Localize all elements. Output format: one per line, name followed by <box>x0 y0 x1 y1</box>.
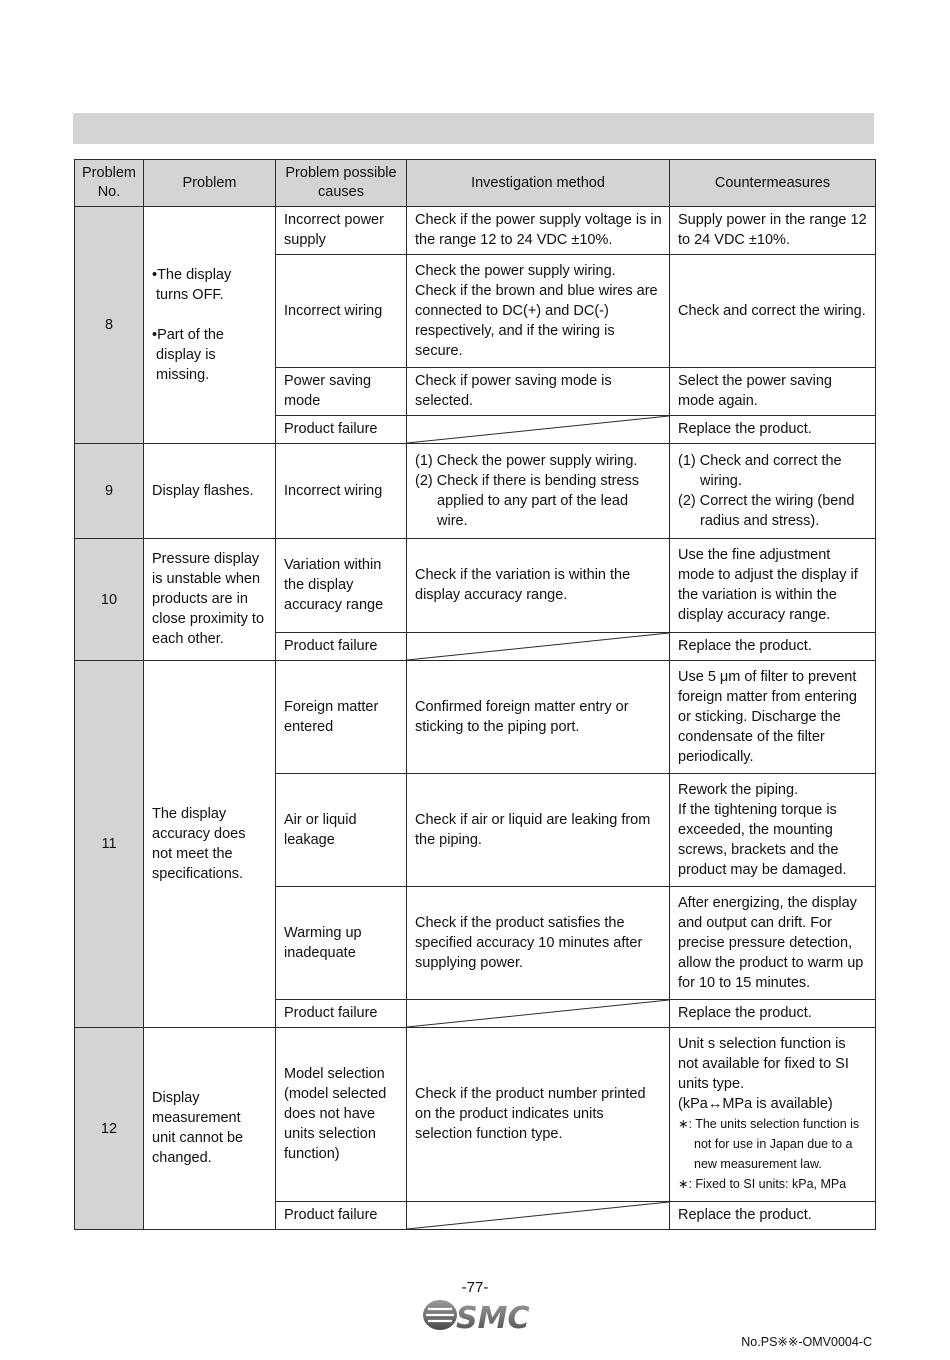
problem-line: display is <box>152 346 216 363</box>
countermeasure-line: Unit s selection function is not available for fixed to SI units type. <box>678 1036 849 1092</box>
table-row <box>75 207 876 255</box>
countermeasure-cell <box>670 444 876 539</box>
header-investigation: Investigation method <box>407 160 670 207</box>
smc-logo <box>420 1297 530 1333</box>
problem-line: •Part of the <box>152 326 224 343</box>
table-header-row <box>75 160 876 207</box>
countermeasure-cell: Supply power in the range 12 to 24 VDC ±10%. <box>670 207 876 255</box>
countermeasure-cell <box>670 774 876 887</box>
diagonal-slash <box>407 1000 669 1027</box>
problem-number: 10 <box>75 539 144 661</box>
problem-description: Display flashes. <box>144 444 276 539</box>
countermeasure-cell: Replace the product. <box>670 1000 876 1028</box>
countermeasure-cell: Use the fine adjustment mode to adjust the display if the variation is within the display accuracy range. <box>670 539 876 633</box>
header-causes: Problem possible causes <box>276 160 407 207</box>
page-number: -77- <box>461 1279 489 1296</box>
countermeasure-cell: After energizing, the display and output can drift. For precise pressure detection, allow the product to warm up for 10 to 15 minutes. <box>670 887 876 1000</box>
diagonal-slash <box>407 416 669 443</box>
note-line: ∗: The units selection function is not for use in Japan due to a new measurement law. <box>678 1117 860 1171</box>
problem-number: 8 <box>75 207 144 444</box>
countermeasure-line: Rework the piping. <box>678 781 799 798</box>
problem-line: turns OFF. <box>152 286 224 303</box>
problem-number: 9 <box>75 444 144 539</box>
document-number: No.PS※※-OMV0004-C <box>741 1335 872 1349</box>
cause-cell: Air or liquid leakage <box>276 774 407 887</box>
problem-number: 11 <box>75 661 144 1028</box>
cause-cell: Incorrect wiring <box>276 444 407 539</box>
cause-cell: Foreign matter entered <box>276 661 407 774</box>
cause-cell: Power saving mode <box>276 368 407 416</box>
cause-cell: Warming up inadequate <box>276 887 407 1000</box>
section-header-band <box>73 113 874 144</box>
problem-line: missing. <box>152 366 210 383</box>
table-row <box>75 661 876 774</box>
investigation-cell <box>407 255 670 368</box>
problem-description: Pressure display is unstable when products are in close proximity to each other. <box>144 539 276 661</box>
cause-cell: Product failure <box>276 416 407 444</box>
countermeasure-cell <box>670 1028 876 1202</box>
countermeasure-cell: Replace the product. <box>670 416 876 444</box>
problem-number: 12 <box>75 1028 144 1230</box>
problem-description: Display measurement unit cannot be changed. <box>144 1028 276 1230</box>
cause-cell: Variation within the display accuracy range <box>276 539 407 633</box>
investigation-cell: Check if air or liquid are leaking from the piping. <box>407 774 670 887</box>
empty-investigation-cell <box>407 1000 670 1028</box>
investigation-item: (2) Check if there is bending stress applied to any part of the lead wire. <box>415 472 640 529</box>
cause-cell: Product failure <box>276 1000 407 1028</box>
note-line: ∗: Fixed to SI units: kPa, MPa <box>678 1177 847 1191</box>
countermeasure-cell: Select the power saving mode again. <box>670 368 876 416</box>
cause-cell: Model selection (model selected does not have units selection function) <box>276 1028 407 1202</box>
investigation-line: Check the power supply wiring. <box>415 262 616 279</box>
countermeasure-cell: Replace the product. <box>670 1202 876 1230</box>
table-row <box>75 444 876 539</box>
empty-investigation-cell <box>407 633 670 661</box>
investigation-cell: Check if the power supply voltage is in the range 12 to 24 VDC ±10%. <box>407 207 670 255</box>
cause-cell: Product failure <box>276 1202 407 1230</box>
problem-description: The display accuracy does not meet the specifications. <box>144 661 276 1028</box>
countermeasure-item: (1) Check and correct the wiring. <box>678 452 842 489</box>
countermeasure-cell: Replace the product. <box>670 633 876 661</box>
header-countermeasures: Countermeasures <box>670 160 876 207</box>
cause-cell: Product failure <box>276 633 407 661</box>
countermeasure-cell: Use 5 μm of filter to prevent foreign matter from entering or sticking. Discharge the condensate of the filter periodically. <box>670 661 876 774</box>
header-problem: Problem <box>144 160 276 207</box>
table-row <box>75 539 876 633</box>
troubleshooting-table <box>74 159 876 1230</box>
countermeasure-line: (kPa↔MPa is available) <box>678 1096 833 1112</box>
investigation-cell: Confirmed foreign matter entry or sticking to the piping port. <box>407 661 670 774</box>
cause-cell: Incorrect power supply <box>276 207 407 255</box>
table-row <box>75 1028 876 1202</box>
investigation-line: Check if the brown and blue wires are connected to DC(+) and DC(-) respectively, and if the wiring is secure. <box>415 282 658 359</box>
investigation-cell: Check if the variation is within the display accuracy range. <box>407 539 670 633</box>
problem-line-spacer <box>152 305 268 325</box>
empty-investigation-cell <box>407 416 670 444</box>
investigation-cell: Check if the product number printed on the product indicates units selection function type. <box>407 1028 670 1202</box>
countermeasure-line: If the tightening torque is exceeded, the mounting screws, brackets and the product may be damaged. <box>678 801 847 878</box>
investigation-cell <box>407 444 670 539</box>
header-problem-no: Problem No. <box>75 160 144 207</box>
diagonal-slash <box>407 633 669 660</box>
empty-investigation-cell <box>407 1202 670 1230</box>
investigation-item: (1) Check the power supply wiring. <box>415 452 638 469</box>
problem-line: •The display <box>152 266 232 283</box>
countermeasure-cell: Check and correct the wiring. <box>670 255 876 368</box>
logo-text: SMC <box>456 1301 530 1333</box>
diagonal-slash <box>407 1202 669 1229</box>
investigation-cell: Check if power saving mode is selected. <box>407 368 670 416</box>
countermeasure-item: (2) Correct the wiring (bend radius and stress). <box>678 492 855 529</box>
cause-cell: Incorrect wiring <box>276 255 407 368</box>
investigation-cell: Check if the product satisfies the specified accuracy 10 minutes after supplying power. <box>407 887 670 1000</box>
problem-description <box>144 207 276 444</box>
